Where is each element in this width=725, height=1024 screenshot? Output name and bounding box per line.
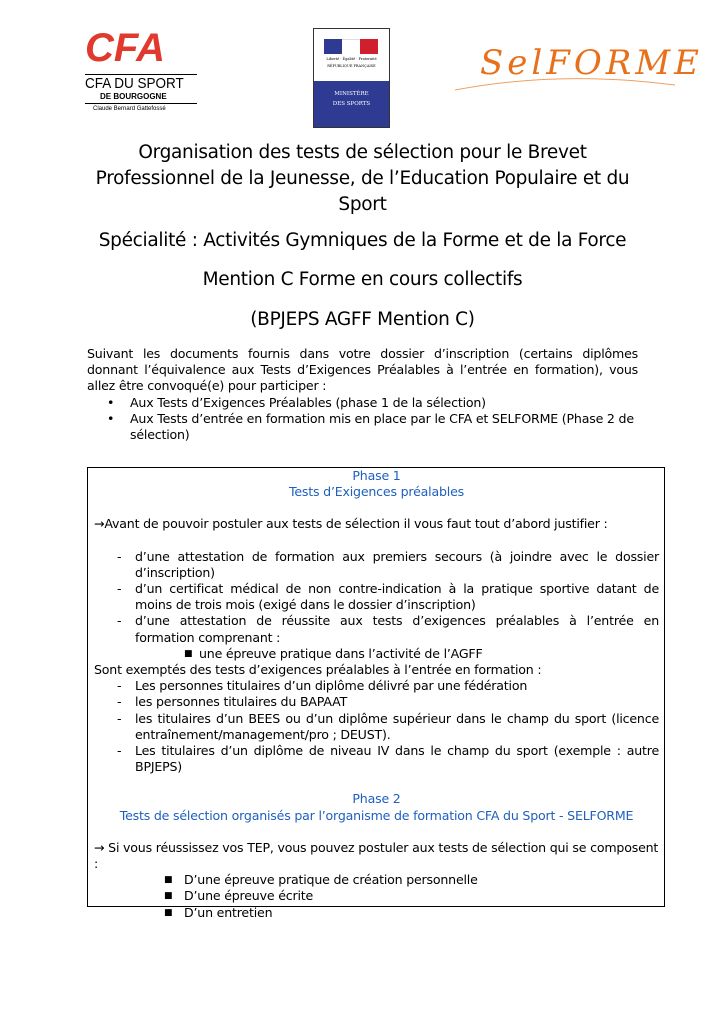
exempt-text: Les titulaires d’un diplôme de niveau IV dans le champ du sport (exemple : autre BPJEPS) [135, 743, 659, 775]
speciality-heading: Spécialité : Activités Gymniques de la Forme et de la Force [98, 230, 627, 251]
phase2-lead-text: Si vous réussissez vos TEP, vous pouvez postuler aux tests de sélection qui se composent : [94, 839, 659, 872]
selforme-logo [450, 35, 703, 105]
cfa-logo [85, 28, 197, 118]
phase2-lead [94, 840, 659, 872]
cfa-name: CFA DU SPORT [85, 75, 184, 92]
phase2-item-text: D’une épreuve pratique de création personnelle [184, 872, 478, 888]
page-title [70, 140, 655, 218]
acronym-heading: (BPJEPS AGFF Mention C) [250, 309, 475, 330]
intro [87, 346, 638, 443]
phases-box [87, 467, 665, 920]
ministry-republic: RÉPUBLIQUE FRANÇAISE [327, 64, 376, 68]
phase1-heading: Phase 1 [352, 468, 401, 483]
cfa-person: Claude Bernard Gattefossé [93, 106, 166, 112]
ministry-motto: Liberté · Égalité · Fraternité [326, 57, 377, 61]
phase2-item-text: D’une épreuve écrite [184, 888, 314, 904]
exempt-title: Sont exemptés des tests d’exigences préalables à l’entrée en formation : [94, 662, 542, 678]
exempt-item: - les titulaires d’un BEES ou d’un diplôme supérieur dans le champ du sport (licence entraînement/management/pro ; DEUST). [117, 710, 659, 742]
phase1-lead [94, 516, 659, 532]
exempt-text: les titulaires d’un BEES ou d’un diplôme supérieur dans le champ du sport (licence entraînement/management/pro ; DEUST). [135, 710, 659, 742]
title-line2: Professionnel de la Jeunesse, de l’Education Populaire et du [95, 168, 630, 189]
phase2-item: ■ D’une épreuve pratique de création personnelle [164, 872, 478, 888]
intro-bullet: • Aux Tests d’entrée en formation mis en place par le CFA et SELFORME (Phase 2 de sélection) [107, 410, 634, 443]
arrow-icon: → [94, 516, 105, 532]
phase1-lead-text: Avant de pouvoir postuler aux tests de sélection il vous faut tout d’abord justifier : [104, 516, 608, 532]
requirement-text: d’une attestation de formation aux premiers secours (à joindre avec le dossier d’inscription) [135, 548, 659, 580]
requirement-text: d’un certificat médical de non contre-indication à la pratique sportive datant de moins de trois mois (exigé dans le dossier d’inscription) [135, 581, 659, 613]
exempt-item: - Les personnes titulaires d’un diplôme délivré par une fédération [117, 678, 528, 694]
requirement-item: - d’un certificat médical de non contre-indication à la pratique sportive datant de moins de trois mois (exigé dans le dossier d’inscription) [117, 581, 659, 613]
intro-bullet-text: Aux Tests d’entrée en formation mis en place par le CFA et SELFORME (Phase 2 de sélection) [130, 410, 634, 443]
title-line1: Organisation des tests de sélection pour le Brevet [138, 142, 587, 163]
phase2-item: ■ D’une épreuve écrite [164, 888, 314, 904]
intro-bullet-text: Aux Tests d’Exigences Préalables (phase 1 de la sélection) [130, 394, 486, 410]
exempt-item: - Les titulaires d’un diplôme de niveau IV dans le champ du sport (exemple : autre BPJEPS) [117, 743, 659, 775]
phase2-item: ■ D’un entretien [164, 904, 273, 920]
sub-item: ■ une épreuve pratique dans l’activité de l’AGFF [184, 645, 483, 661]
exempt-text: Les personnes titulaires d’un diplôme délivré par une fédération [135, 678, 528, 694]
ministry-line1: MINISTÈRE [334, 91, 369, 97]
arrow-icon: → [94, 839, 109, 855]
requirement-item: - d’une attestation de formation aux premiers secours (à joindre avec le dossier d’inscription) [117, 548, 659, 580]
requirement-item: - d’une attestation de réussite aux tests d’exigences préalables à l’entrée en formation comprenant : [117, 613, 659, 645]
cfa-region: DE BOURGOGNE [100, 92, 167, 101]
phase1-subheading: Tests d’Exigences préalables [288, 484, 464, 500]
phase2-item-text: D’un entretien [184, 904, 273, 920]
phase2-subheading: Tests de sélection organisés par l’organisme de formation CFA du Sport - SELFORME [119, 807, 634, 823]
intro-bullet: • Aux Tests d’Exigences Préalables (phase 1 de la sélection) [107, 394, 486, 410]
exempt-text: les personnes titulaires du BAPAAT [135, 694, 348, 710]
ministry-line2: DES SPORTS [332, 101, 371, 107]
cfa-logo-mark: CFA [85, 26, 165, 70]
selforme-text: SelFORME [480, 43, 703, 83]
mention-heading: Mention C Forme en cours collectifs [202, 269, 523, 290]
ministry-logo [313, 28, 390, 128]
title-line3: Sport [338, 194, 387, 215]
sub-item-text: une épreuve pratique dans l’activité de l’AGFF [199, 645, 483, 661]
exempt-item: - les personnes titulaires du BAPAAT [117, 694, 348, 710]
intro-text: Suivant les documents fournis dans votre dossier d’inscription (certains diplômes donnant l’équivalence aux Tests d’Exigences Préalables à l’entrée en formation), vous allez être convoqué(e) pour participer : [87, 346, 638, 394]
phase2-heading: Phase 2 [352, 791, 401, 807]
requirement-text: d’une attestation de réussite aux tests d’exigences préalables à l’entrée en formation comprenant : [135, 613, 659, 645]
